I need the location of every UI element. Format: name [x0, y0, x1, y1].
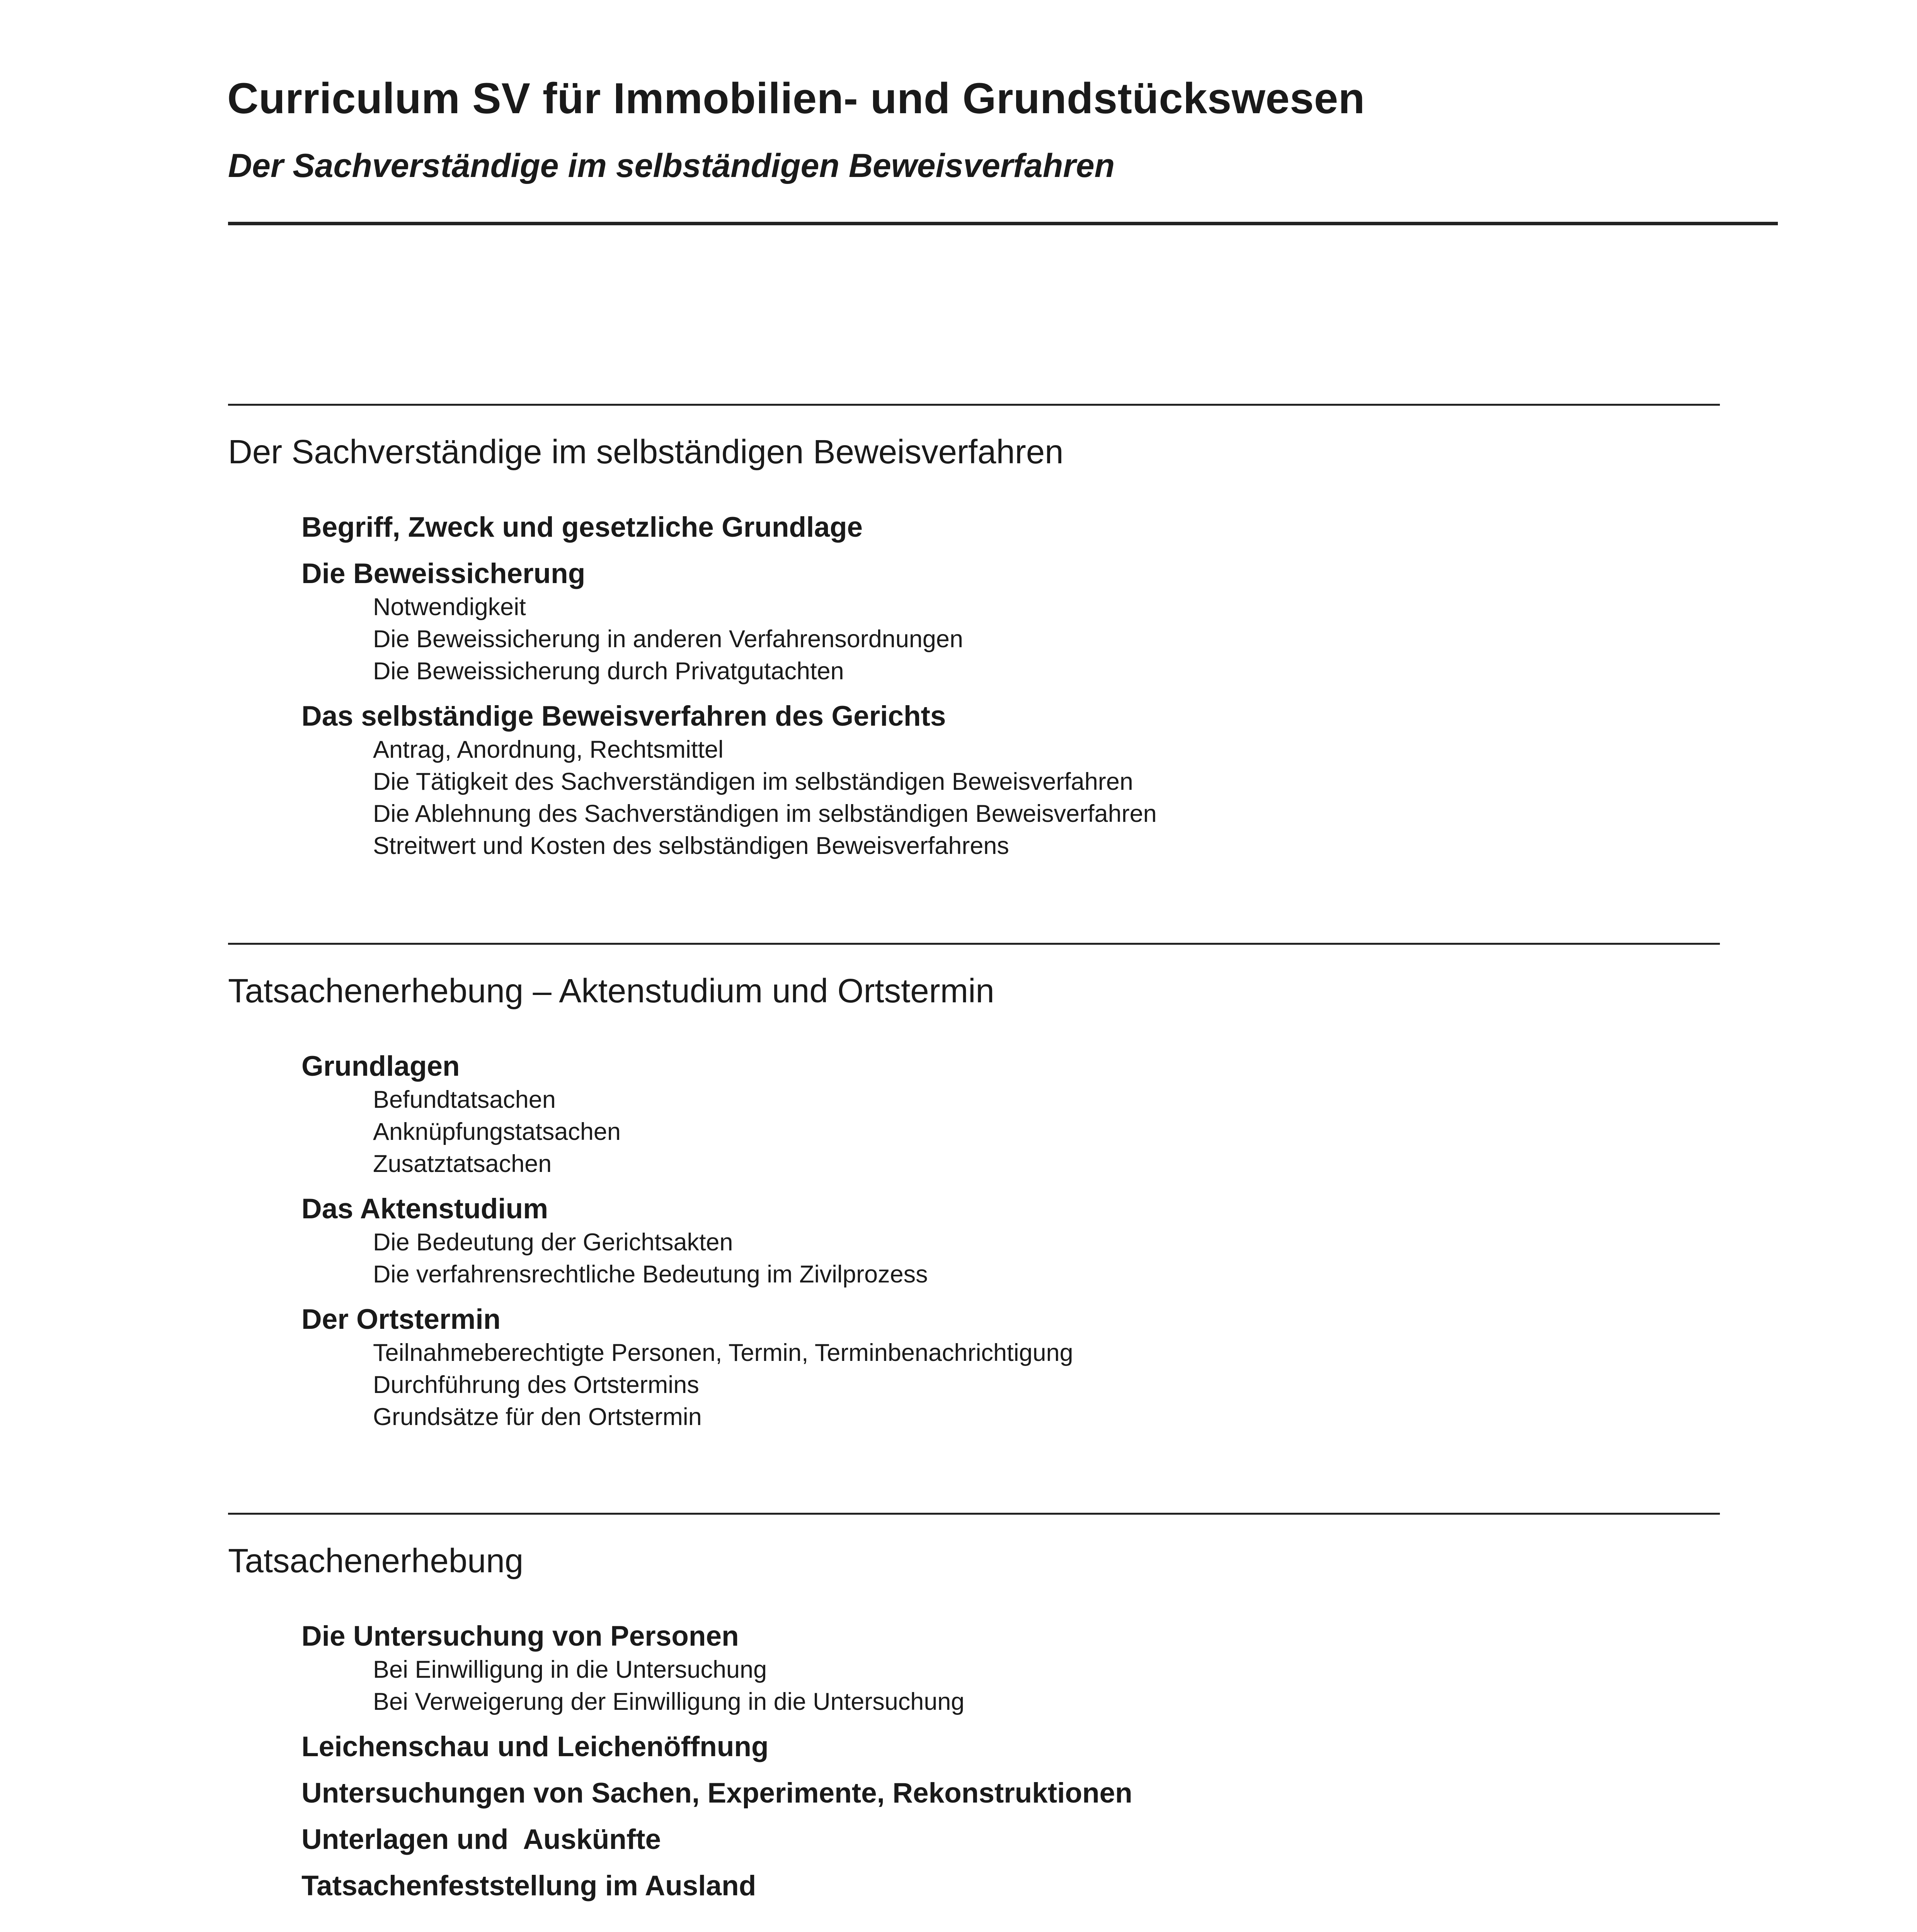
topic	[301, 1822, 1720, 1857]
topic-title: Untersuchungen von Sachen, Experimente, Rekonstruktionen	[301, 1777, 1132, 1809]
subtopic-item: Die Tätigkeit des Sachverständigen im selbständigen Beweisverfahren	[373, 768, 1133, 795]
subtopic-item: Antrag, Anordnung, Rechtsmittel	[373, 736, 724, 763]
subtopic-item: Anknüpfungstatsachen	[373, 1118, 621, 1145]
topic-title: Unterlagen und Auskünfte	[301, 1824, 661, 1855]
subtopic-item: Streitwert und Kosten des selbständigen Beweisverfahrens	[373, 832, 1009, 859]
section-divider	[228, 1513, 1720, 1515]
topic-title: Die Beweissicherung	[301, 558, 586, 589]
topic	[301, 1730, 1720, 1764]
subtopic-item: Die Ablehnung des Sachverständigen im selbständigen Beweisverfahren	[373, 800, 1157, 827]
document-subtitle: Der Sachverständige im selbständigen Beweisverfahren	[228, 147, 1115, 184]
topic	[301, 699, 1720, 862]
topic	[301, 510, 1720, 545]
section-tatsachenerhebung	[228, 1513, 1720, 1915]
section-title: Tatsachenerhebung – Aktenstudium und Ortstermin	[228, 972, 994, 1010]
subtopic-item: Zusatztatsachen	[373, 1150, 552, 1177]
subtopic-item: Die Beweissicherung durch Privatgutachten	[373, 658, 844, 685]
section-title: Der Sachverständige im selbständigen Beweisverfahren	[228, 433, 1064, 471]
subtopic-item: Grundsätze für den Ortstermin	[373, 1403, 702, 1430]
topic	[301, 1192, 1720, 1291]
topic	[301, 1619, 1720, 1718]
topic-title: Begriff, Zweck und gesetzliche Grundlage	[301, 512, 863, 543]
subtopic-item: Die Bedeutung der Gerichtsakten	[373, 1229, 733, 1256]
topic-title: Der Ortstermin	[301, 1304, 501, 1335]
section-divider	[228, 404, 1720, 406]
section-beweisverfahren	[228, 404, 1720, 874]
topic	[301, 1302, 1720, 1433]
topic-title: Tatsachenfeststellung im Ausland	[301, 1870, 756, 1901]
subtopic-item: Die verfahrensrechtliche Bedeutung im Zivilprozess	[373, 1261, 928, 1288]
topic-title: Das selbständige Beweisverfahren des Gerichts	[301, 701, 946, 732]
topic-title: Grundlagen	[301, 1051, 460, 1082]
topic-title: Das Aktenstudium	[301, 1193, 548, 1225]
subtopic-item: Bei Verweigerung der Einwilligung in die Untersuchung	[373, 1688, 965, 1715]
subtopic-item: Durchführung des Ortstermins	[373, 1371, 699, 1398]
section-divider	[228, 943, 1720, 945]
subtopic-item: Die Beweissicherung in anderen Verfahrensordnungen	[373, 626, 964, 653]
topic	[301, 1049, 1720, 1180]
subtopic-item: Bei Einwilligung in die Untersuchung	[373, 1656, 767, 1683]
subtopic-item: Befundtatsachen	[373, 1086, 556, 1113]
document-title: Curriculum SV für Immobilien- und Grundstückswesen	[227, 74, 1365, 122]
header-divider	[228, 222, 1778, 225]
subtopic-item: Notwendigkeit	[373, 594, 526, 621]
subtopic-item: Teilnahmeberechtigte Personen, Termin, Terminbenachrichtigung	[373, 1339, 1073, 1366]
section-title: Tatsachenerhebung	[228, 1542, 524, 1580]
topic	[301, 556, 1720, 687]
topic	[301, 1776, 1720, 1811]
section-aktenstudium-ortstermin	[228, 943, 1720, 1445]
topic	[301, 1869, 1720, 1903]
topic-title: Die Untersuchung von Personen	[301, 1621, 739, 1652]
topic-title: Leichenschau und Leichenöffnung	[301, 1731, 769, 1762]
